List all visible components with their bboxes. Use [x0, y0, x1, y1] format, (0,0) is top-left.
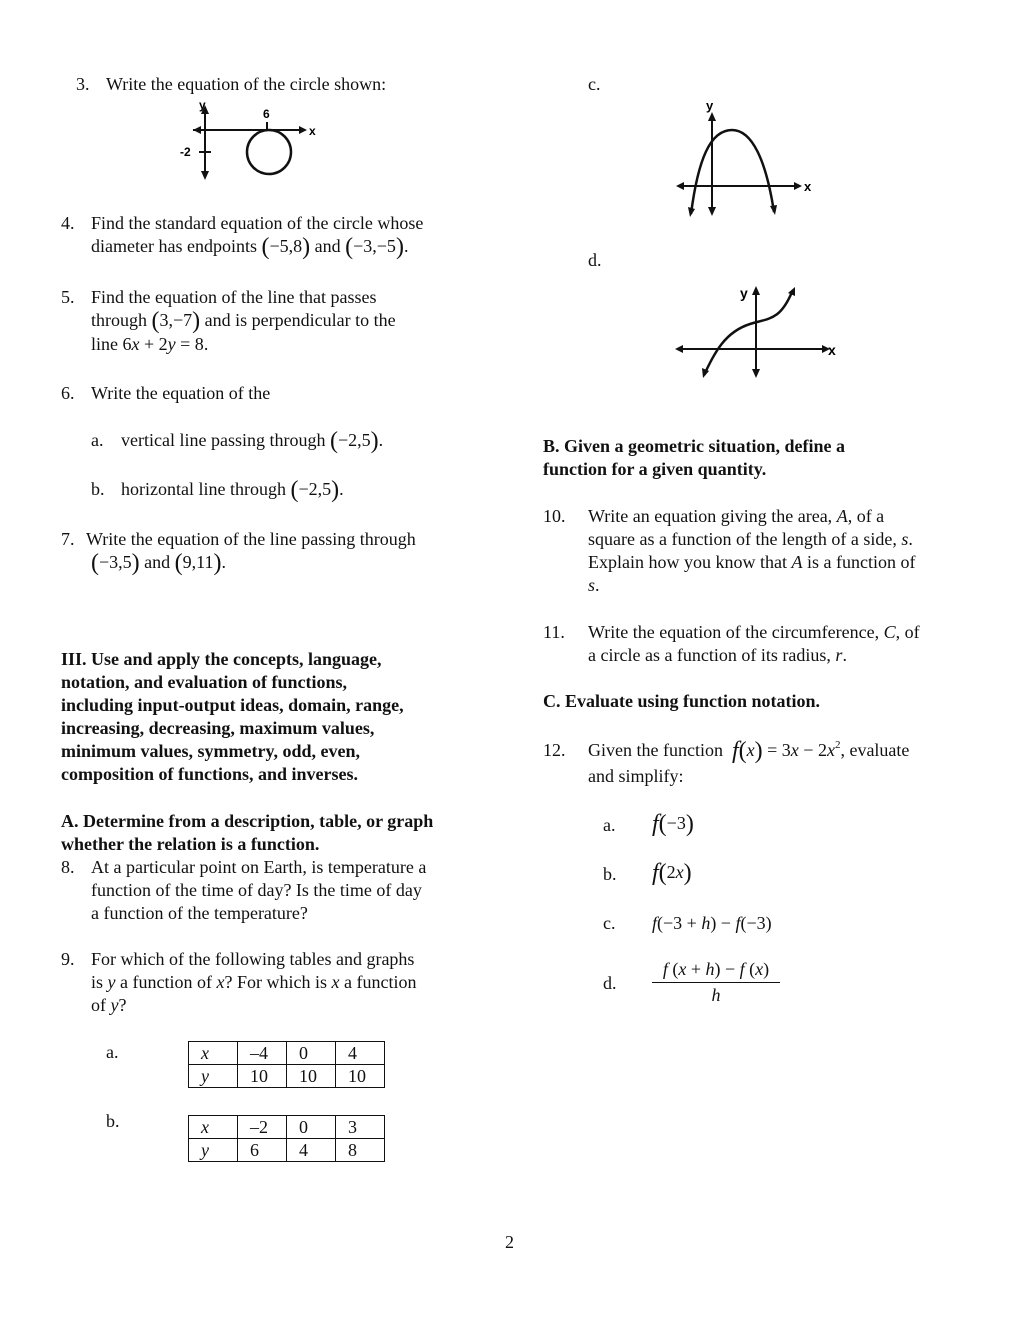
graph-c-x-label: x [804, 179, 812, 194]
q7-line1: Write the equation of the line passing through [86, 529, 416, 549]
table-cell: 3 [336, 1116, 385, 1139]
q10-line2: square as a function of the length of a side, s. [588, 529, 913, 549]
q3-graph-tick-neg2: -2 [180, 145, 191, 159]
q9-number: 9. [61, 949, 75, 969]
q5-number: 5. [61, 287, 75, 307]
table-b-label: b. [106, 1111, 120, 1131]
q10-line4: s. [588, 575, 600, 595]
q7-point2: 9,11 [182, 552, 214, 572]
q5-equation: 6x + 2y = 8 [122, 334, 204, 354]
q3-graph-x-label: x [309, 124, 316, 138]
q6a-point: −2,5 [337, 430, 371, 450]
section-c-title: C. Evaluate using function notation. [543, 691, 821, 711]
q3-circle-graph [175, 100, 325, 182]
q12d-label: d. [603, 973, 617, 993]
q12b-label: b. [603, 864, 617, 884]
q12b-expr: f(2x) [652, 860, 692, 886]
section-a-line2: whether the relation is a function. [61, 834, 320, 854]
q12a-expr: f(−3) [652, 811, 694, 837]
table-cell: –4 [238, 1042, 287, 1065]
section-b-line2: function for a given quantity. [543, 459, 767, 479]
table-b [188, 1115, 385, 1162]
q12c-label: c. [603, 913, 616, 933]
graph-d [670, 282, 845, 382]
table-row [189, 1139, 385, 1162]
page-number: 2 [505, 1232, 514, 1252]
graph-d-label: d. [588, 250, 602, 270]
table-cell: 4 [336, 1042, 385, 1065]
q10-number: 10. [543, 506, 566, 526]
q4-line1: Find the standard equation of the circle whose [91, 213, 424, 233]
table-cell: 8 [336, 1139, 385, 1162]
table-cell: 4 [287, 1139, 336, 1162]
q12d-numerator: f (x + h) − f (x) [652, 958, 780, 983]
q6b-text: horizontal line through (−2,5). [121, 477, 344, 503]
section-3-heading: III. Use and apply the concepts, language, notation, and evaluation of functions, including input-output ideas, domain, range, increasing, decreasing, maximum values, minimum values, symmetry, odd, even, composition of functions, and inverses. [61, 649, 404, 784]
table-cell: –2 [238, 1116, 287, 1139]
q12-number: 12. [543, 740, 566, 760]
graph-d-y-label: y [740, 285, 748, 301]
table-cell: 10 [238, 1065, 287, 1088]
table-a [188, 1041, 385, 1088]
table-cell: 10 [336, 1065, 385, 1088]
q4-line2: diameter has endpoints (−5,8) and (−3,−5). [91, 234, 409, 260]
q12d-fraction [652, 958, 780, 1007]
q4-text: diameter has endpoints [91, 236, 257, 256]
q5-line3: line 6x + 2y = 8. [91, 334, 209, 354]
q4-point1: −5,8 [269, 236, 303, 256]
table-row [189, 1042, 385, 1065]
q4-number: 4. [61, 213, 75, 233]
table-cell: 6 [238, 1139, 287, 1162]
table-row [189, 1116, 385, 1139]
table-cell: x [189, 1042, 238, 1065]
q8-number: 8. [61, 857, 75, 877]
section-a-line1: A. Determine from a description, table, or graph [61, 811, 434, 831]
q11-line2: a circle as a function of its radius, r. [588, 645, 847, 665]
table-cell: 0 [287, 1042, 336, 1065]
q10-line1: Write an equation giving the area, A, of a [588, 506, 885, 526]
q11-number: 11. [543, 622, 565, 642]
q12c-expr: f(−3 + h) − f(−3) [652, 913, 772, 933]
graph-c [670, 100, 815, 220]
graph-c-label: c. [588, 74, 601, 94]
q3-number: 3. [76, 74, 90, 94]
q7-number: 7. [61, 529, 75, 549]
section-b-line1: B. Given a geometric situation, define a [543, 436, 845, 456]
q7-line2: (−3,5) and (9,11). [91, 550, 226, 576]
q6a-label: a. [91, 430, 104, 450]
q6-text: Write the equation of the [91, 383, 271, 403]
q5-point: 3,−7 [159, 310, 193, 330]
q9-line1: For which of the following tables and graphs [91, 949, 415, 969]
q6a-text: vertical line passing through (−2,5). [121, 428, 384, 454]
q12a-label: a. [603, 815, 616, 835]
table-row [189, 1065, 385, 1088]
q5-line2: through (3,−7) and is perpendicular to the [91, 308, 396, 334]
table-cell: y [189, 1139, 238, 1162]
table-cell: x [189, 1116, 238, 1139]
q3-text: Write the equation of the circle shown: [106, 74, 387, 94]
q12-function: $f(x) = 3x - 2x^2$ [731, 738, 841, 764]
q3-graph-tick-6: 6 [263, 107, 270, 121]
table-cell: y [189, 1065, 238, 1088]
q4-and: and [314, 236, 341, 256]
q9-line3: of y? [91, 995, 127, 1015]
q12-line1: Given the function $f(x) = 3x - 2x^2$, evaluate [588, 738, 910, 764]
q6-number: 6. [61, 383, 75, 403]
graph-c-y-label: y [706, 100, 714, 113]
q12-line2: and simplify: [588, 766, 684, 786]
q8-text: At a particular point on Earth, is temperature a function of the time of day? Is the time of day a function of the temperature? [91, 857, 427, 923]
q7-point1: −3,5 [99, 552, 132, 572]
table-cell: 0 [287, 1116, 336, 1139]
q6b-label: b. [91, 479, 105, 499]
q9-line2: is y a function of x? For which is x a function [91, 972, 417, 992]
q12d-denominator: h [711, 985, 721, 1005]
q3-graph-y-label: y [199, 100, 206, 112]
q6b-point: −2,5 [298, 479, 332, 499]
q10-line3: Explain how you know that A is a function of [588, 552, 916, 572]
q5-line1: Find the equation of the line that passes [91, 287, 377, 307]
graph-d-x-label: x [828, 342, 836, 358]
q4-point2: −3,−5 [353, 236, 396, 256]
table-a-label: a. [106, 1042, 119, 1062]
q11-line1: Write the equation of the circumference, C, of [588, 622, 920, 642]
table-cell: 10 [287, 1065, 336, 1088]
